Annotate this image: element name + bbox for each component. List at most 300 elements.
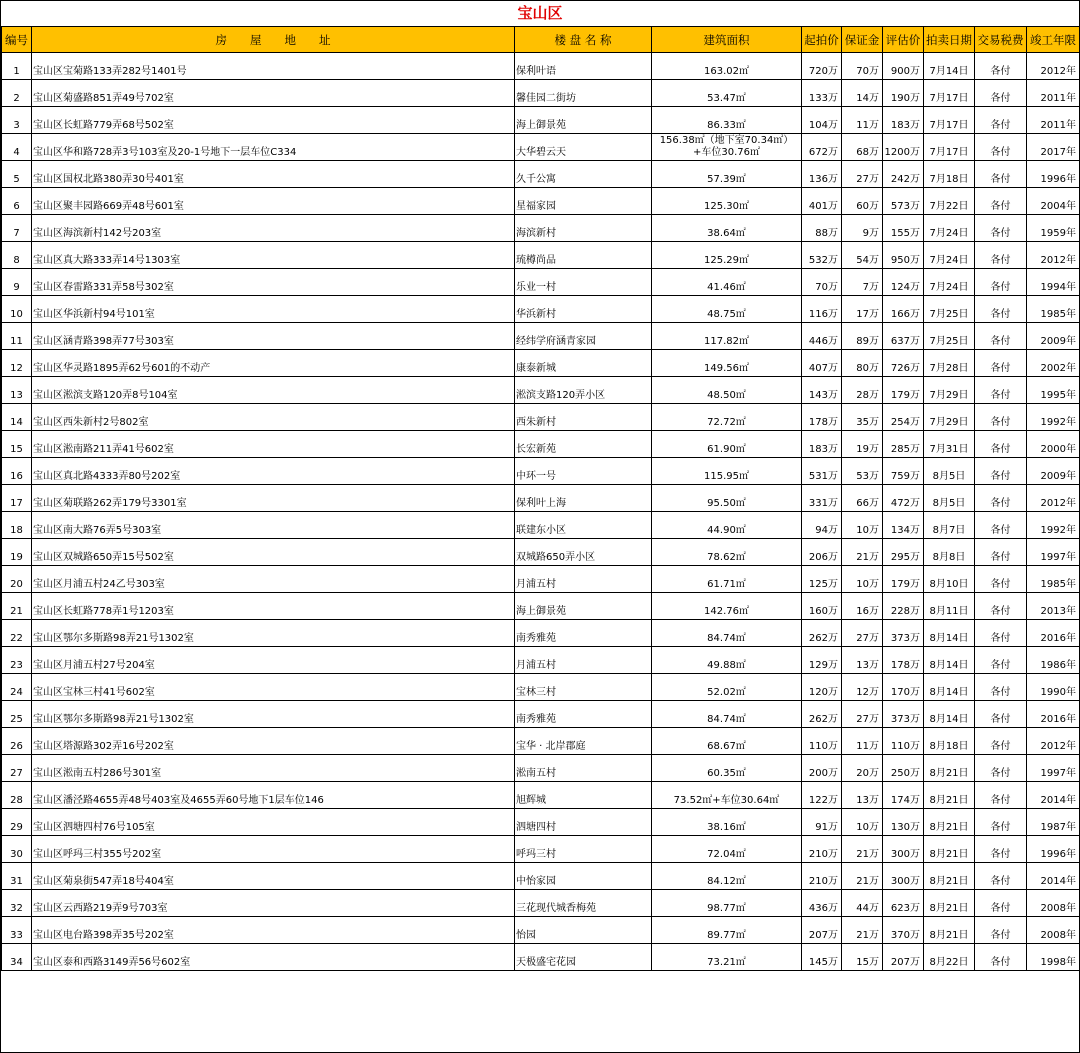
cell-id: 18 (2, 512, 32, 539)
cell-estate: 乐业一村 (515, 269, 652, 296)
table-row (2, 107, 1080, 134)
cell-auction-date: 7月31日 (924, 431, 975, 458)
cell-appraisal: 134万 (883, 512, 924, 539)
cell-deposit: 89万 (842, 323, 883, 350)
cell-estate: 久千公寓 (515, 161, 652, 188)
table-row (2, 53, 1080, 80)
cell-deposit: 16万 (842, 593, 883, 620)
cell-auction-date: 7月17日 (924, 80, 975, 107)
header-cell-area: 建筑面积 (652, 27, 802, 53)
cell-area: 149.56㎡ (652, 350, 802, 377)
cell-id: 1 (2, 53, 32, 80)
cell-start-price: 446万 (802, 323, 842, 350)
cell-area: 52.02㎡ (652, 674, 802, 701)
cell-area: 61.90㎡ (652, 431, 802, 458)
cell-start-price: 672万 (802, 134, 842, 161)
cell-id: 19 (2, 539, 32, 566)
cell-id: 12 (2, 350, 32, 377)
cell-deposit: 7万 (842, 269, 883, 296)
cell-built-year: 2012年 (1027, 242, 1080, 269)
table-row (2, 161, 1080, 188)
cell-auction-date: 8月14日 (924, 674, 975, 701)
table-row (2, 701, 1080, 728)
cell-start-price: 160万 (802, 593, 842, 620)
cell-id: 34 (2, 944, 32, 971)
table-row (2, 755, 1080, 782)
cell-built-year: 2009年 (1027, 323, 1080, 350)
cell-area: 57.39㎡ (652, 161, 802, 188)
cell-id: 21 (2, 593, 32, 620)
cell-tax: 各付 (975, 944, 1027, 971)
cell-appraisal: 950万 (883, 242, 924, 269)
cell-estate: 呼玛三村 (515, 836, 652, 863)
cell-estate: 月浦五村 (515, 566, 652, 593)
cell-start-price: 129万 (802, 647, 842, 674)
cell-auction-date: 8月21日 (924, 917, 975, 944)
cell-area: 142.76㎡ (652, 593, 802, 620)
cell-tax: 各付 (975, 107, 1027, 134)
table-row (2, 350, 1080, 377)
cell-start-price: 94万 (802, 512, 842, 539)
cell-deposit: 21万 (842, 863, 883, 890)
cell-tax: 各付 (975, 566, 1027, 593)
cell-id: 20 (2, 566, 32, 593)
cell-built-year: 2012年 (1027, 728, 1080, 755)
cell-tax: 各付 (975, 161, 1027, 188)
cell-deposit: 60万 (842, 188, 883, 215)
table-row (2, 215, 1080, 242)
cell-estate: 西朱新村 (515, 404, 652, 431)
cell-tax: 各付 (975, 458, 1027, 485)
table-row (2, 917, 1080, 944)
cell-estate: 经纬学府涵青家园 (515, 323, 652, 350)
cell-area: 48.75㎡ (652, 296, 802, 323)
cell-address: 宝山区真大路333弄14号1303室 (32, 242, 515, 269)
cell-address: 宝山区呼玛三村355号202室 (32, 836, 515, 863)
cell-start-price: 88万 (802, 215, 842, 242)
cell-id: 30 (2, 836, 32, 863)
table-row (2, 593, 1080, 620)
cell-built-year: 1996年 (1027, 161, 1080, 188)
table-row (2, 485, 1080, 512)
cell-start-price: 120万 (802, 674, 842, 701)
header-cell-estate: 楼 盘 名 称 (515, 27, 652, 53)
cell-id: 29 (2, 809, 32, 836)
cell-tax: 各付 (975, 485, 1027, 512)
cell-area: 44.90㎡ (652, 512, 802, 539)
cell-estate: 中怡家园 (515, 863, 652, 890)
cell-built-year: 2002年 (1027, 350, 1080, 377)
cell-deposit: 27万 (842, 701, 883, 728)
cell-tax: 各付 (975, 593, 1027, 620)
table-row (2, 539, 1080, 566)
header-cell-built-year: 竣工年限 (1027, 27, 1080, 53)
cell-address: 宝山区鄂尔多斯路98弄21号1302室 (32, 701, 515, 728)
cell-address: 宝山区月浦五村27号204室 (32, 647, 515, 674)
cell-start-price: 145万 (802, 944, 842, 971)
cell-start-price: 720万 (802, 53, 842, 80)
cell-built-year: 1992年 (1027, 404, 1080, 431)
cell-address: 宝山区月浦五村24乙号303室 (32, 566, 515, 593)
cell-id: 15 (2, 431, 32, 458)
cell-start-price: 133万 (802, 80, 842, 107)
cell-appraisal: 179万 (883, 377, 924, 404)
header-cell-tax: 交易税费 (975, 27, 1027, 53)
cell-address: 宝山区真北路4333弄80号202室 (32, 458, 515, 485)
cell-built-year: 1986年 (1027, 647, 1080, 674)
cell-address: 宝山区泗塘四村76号105室 (32, 809, 515, 836)
cell-start-price: 143万 (802, 377, 842, 404)
cell-start-price: 207万 (802, 917, 842, 944)
cell-id: 9 (2, 269, 32, 296)
cell-estate: 中环一号 (515, 458, 652, 485)
cell-id: 26 (2, 728, 32, 755)
cell-estate: 泗塘四村 (515, 809, 652, 836)
cell-start-price: 532万 (802, 242, 842, 269)
cell-address: 宝山区泰和西路3149弄56号602室 (32, 944, 515, 971)
cell-auction-date: 8月11日 (924, 593, 975, 620)
cell-start-price: 178万 (802, 404, 842, 431)
cell-area: 60.35㎡ (652, 755, 802, 782)
cell-start-price: 70万 (802, 269, 842, 296)
cell-deposit: 35万 (842, 404, 883, 431)
cell-address: 宝山区菊泉街547弄18号404室 (32, 863, 515, 890)
table-row (2, 323, 1080, 350)
cell-auction-date: 7月14日 (924, 53, 975, 80)
cell-id: 32 (2, 890, 32, 917)
cell-deposit: 13万 (842, 647, 883, 674)
cell-id: 31 (2, 863, 32, 890)
cell-estate: 南秀雅苑 (515, 620, 652, 647)
cell-auction-date: 7月29日 (924, 377, 975, 404)
cell-appraisal: 178万 (883, 647, 924, 674)
cell-id: 11 (2, 323, 32, 350)
cell-area: 49.88㎡ (652, 647, 802, 674)
cell-start-price: 116万 (802, 296, 842, 323)
cell-tax: 各付 (975, 296, 1027, 323)
cell-appraisal: 623万 (883, 890, 924, 917)
cell-deposit: 10万 (842, 566, 883, 593)
cell-tax: 各付 (975, 404, 1027, 431)
cell-tax: 各付 (975, 701, 1027, 728)
cell-appraisal: 170万 (883, 674, 924, 701)
cell-area: 115.95㎡ (652, 458, 802, 485)
cell-auction-date: 7月25日 (924, 296, 975, 323)
cell-tax: 各付 (975, 53, 1027, 80)
cell-estate: 馨佳园二街坊 (515, 80, 652, 107)
cell-start-price: 331万 (802, 485, 842, 512)
cell-estate: 琉樽尚品 (515, 242, 652, 269)
cell-address: 宝山区菊盛路851弄49号702室 (32, 80, 515, 107)
cell-tax: 各付 (975, 188, 1027, 215)
cell-id: 13 (2, 377, 32, 404)
cell-tax: 各付 (975, 809, 1027, 836)
cell-deposit: 20万 (842, 755, 883, 782)
cell-estate: 淞滨支路120弄小区 (515, 377, 652, 404)
cell-area: 41.46㎡ (652, 269, 802, 296)
cell-estate: 海滨新村 (515, 215, 652, 242)
table-row (2, 242, 1080, 269)
table-row (2, 782, 1080, 809)
cell-tax: 各付 (975, 836, 1027, 863)
table-row (2, 188, 1080, 215)
cell-appraisal: 130万 (883, 809, 924, 836)
cell-address: 宝山区云西路219弄9号703室 (32, 890, 515, 917)
header-cell-deposit: 保证金 (842, 27, 883, 53)
cell-built-year: 2013年 (1027, 593, 1080, 620)
table-row (2, 836, 1080, 863)
cell-area: 163.02㎡ (652, 53, 802, 80)
cell-built-year: 2000年 (1027, 431, 1080, 458)
cell-tax: 各付 (975, 728, 1027, 755)
cell-built-year: 1997年 (1027, 539, 1080, 566)
cell-auction-date: 8月22日 (924, 944, 975, 971)
cell-estate: 旭辉城 (515, 782, 652, 809)
cell-appraisal: 573万 (883, 188, 924, 215)
header-cell-start-price: 起拍价 (802, 27, 842, 53)
table-row (2, 134, 1080, 161)
cell-tax: 各付 (975, 620, 1027, 647)
cell-estate: 月浦五村 (515, 647, 652, 674)
cell-estate: 海上御景苑 (515, 593, 652, 620)
cell-tax: 各付 (975, 863, 1027, 890)
cell-auction-date: 8月21日 (924, 836, 975, 863)
cell-area: 72.04㎡ (652, 836, 802, 863)
cell-built-year: 2014年 (1027, 863, 1080, 890)
cell-estate: 天极盛宅花园 (515, 944, 652, 971)
cell-id: 28 (2, 782, 32, 809)
cell-estate: 海上御景苑 (515, 107, 652, 134)
cell-start-price: 91万 (802, 809, 842, 836)
cell-address: 宝山区华浜新村94号101室 (32, 296, 515, 323)
cell-address: 宝山区潘泾路4655弄48号403室及4655弄60号地下1层车位146 (32, 782, 515, 809)
cell-built-year: 1985年 (1027, 296, 1080, 323)
cell-id: 10 (2, 296, 32, 323)
cell-id: 23 (2, 647, 32, 674)
cell-id: 24 (2, 674, 32, 701)
cell-tax: 各付 (975, 431, 1027, 458)
cell-appraisal: 295万 (883, 539, 924, 566)
cell-tax: 各付 (975, 512, 1027, 539)
cell-address: 宝山区菊联路262弄179号3301室 (32, 485, 515, 512)
cell-built-year: 2012年 (1027, 485, 1080, 512)
cell-auction-date: 7月29日 (924, 404, 975, 431)
cell-id: 7 (2, 215, 32, 242)
table-row (2, 296, 1080, 323)
cell-id: 25 (2, 701, 32, 728)
cell-id: 5 (2, 161, 32, 188)
cell-area: 73.52㎡+车位30.64㎡ (652, 782, 802, 809)
cell-tax: 各付 (975, 350, 1027, 377)
cell-deposit: 54万 (842, 242, 883, 269)
cell-appraisal: 637万 (883, 323, 924, 350)
table-row (2, 512, 1080, 539)
cell-built-year: 2008年 (1027, 890, 1080, 917)
cell-address: 宝山区宝林三村41号602室 (32, 674, 515, 701)
table-row (2, 890, 1080, 917)
cell-deposit: 21万 (842, 836, 883, 863)
cell-deposit: 10万 (842, 809, 883, 836)
cell-built-year: 1995年 (1027, 377, 1080, 404)
header-cell-auction-date: 拍卖日期 (924, 27, 975, 53)
cell-estate: 大华碧云天 (515, 134, 652, 161)
cell-estate: 宝华 · 北岸郡庭 (515, 728, 652, 755)
cell-deposit: 68万 (842, 134, 883, 161)
cell-deposit: 27万 (842, 620, 883, 647)
cell-area: 95.50㎡ (652, 485, 802, 512)
cell-appraisal: 759万 (883, 458, 924, 485)
cell-address: 宝山区塔源路302弄16号202室 (32, 728, 515, 755)
cell-estate: 星福家园 (515, 188, 652, 215)
cell-built-year: 1994年 (1027, 269, 1080, 296)
cell-built-year: 2008年 (1027, 917, 1080, 944)
cell-area: 125.30㎡ (652, 188, 802, 215)
cell-auction-date: 7月24日 (924, 242, 975, 269)
cell-address: 宝山区淞滨支路120弄8号104室 (32, 377, 515, 404)
cell-start-price: 104万 (802, 107, 842, 134)
table-row (2, 809, 1080, 836)
cell-built-year: 2016年 (1027, 620, 1080, 647)
table-row (2, 674, 1080, 701)
cell-appraisal: 373万 (883, 620, 924, 647)
cell-tax: 各付 (975, 80, 1027, 107)
cell-area: 68.67㎡ (652, 728, 802, 755)
cell-tax: 各付 (975, 782, 1027, 809)
table-row (2, 80, 1080, 107)
cell-id: 6 (2, 188, 32, 215)
cell-area: 38.16㎡ (652, 809, 802, 836)
cell-appraisal: 726万 (883, 350, 924, 377)
cell-built-year: 2016年 (1027, 701, 1080, 728)
cell-auction-date: 7月24日 (924, 215, 975, 242)
cell-auction-date: 7月28日 (924, 350, 975, 377)
cell-area: 86.33㎡ (652, 107, 802, 134)
cell-built-year: 2004年 (1027, 188, 1080, 215)
table-row (2, 944, 1080, 971)
cell-auction-date: 8月5日 (924, 485, 975, 512)
cell-area: 73.21㎡ (652, 944, 802, 971)
cell-built-year: 2011年 (1027, 80, 1080, 107)
cell-appraisal: 190万 (883, 80, 924, 107)
cell-tax: 各付 (975, 215, 1027, 242)
cell-id: 3 (2, 107, 32, 134)
cell-start-price: 125万 (802, 566, 842, 593)
cell-appraisal: 373万 (883, 701, 924, 728)
cell-start-price: 210万 (802, 836, 842, 863)
cell-appraisal: 166万 (883, 296, 924, 323)
auction-table (1, 26, 1080, 971)
cell-estate: 联建东小区 (515, 512, 652, 539)
cell-address: 宝山区宝菊路133弄282号1401号 (32, 53, 515, 80)
cell-area: 89.77㎡ (652, 917, 802, 944)
cell-area: 61.71㎡ (652, 566, 802, 593)
cell-appraisal: 250万 (883, 755, 924, 782)
header-cell-address: 房 屋 地 址 (32, 27, 515, 53)
cell-area: 156.38㎡（地下室70.34㎡）+车位30.76㎡ (652, 134, 802, 161)
cell-id: 8 (2, 242, 32, 269)
cell-address: 宝山区华灵路1895弄62号601的不动产 (32, 350, 515, 377)
cell-tax: 各付 (975, 890, 1027, 917)
cell-deposit: 44万 (842, 890, 883, 917)
cell-area: 98.77㎡ (652, 890, 802, 917)
table-row (2, 863, 1080, 890)
cell-deposit: 13万 (842, 782, 883, 809)
table-row (2, 566, 1080, 593)
table-row (2, 647, 1080, 674)
cell-deposit: 10万 (842, 512, 883, 539)
cell-area: 48.50㎡ (652, 377, 802, 404)
cell-appraisal: 228万 (883, 593, 924, 620)
cell-built-year: 2017年 (1027, 134, 1080, 161)
cell-start-price: 262万 (802, 701, 842, 728)
cell-estate: 保利叶上海 (515, 485, 652, 512)
cell-auction-date: 7月22日 (924, 188, 975, 215)
cell-appraisal: 285万 (883, 431, 924, 458)
cell-appraisal: 370万 (883, 917, 924, 944)
cell-auction-date: 8月21日 (924, 863, 975, 890)
cell-estate: 康泰新城 (515, 350, 652, 377)
cell-appraisal: 1200万 (883, 134, 924, 161)
cell-tax: 各付 (975, 377, 1027, 404)
cell-address: 宝山区长虹路778弄1号1203室 (32, 593, 515, 620)
cell-tax: 各付 (975, 755, 1027, 782)
cell-built-year: 1997年 (1027, 755, 1080, 782)
cell-address: 宝山区淞南五村286号301室 (32, 755, 515, 782)
cell-id: 16 (2, 458, 32, 485)
cell-area: 38.64㎡ (652, 215, 802, 242)
cell-deposit: 15万 (842, 944, 883, 971)
cell-estate: 南秀雅苑 (515, 701, 652, 728)
cell-tax: 各付 (975, 323, 1027, 350)
cell-id: 2 (2, 80, 32, 107)
cell-appraisal: 183万 (883, 107, 924, 134)
cell-address: 宝山区鄂尔多斯路98弄21号1302室 (32, 620, 515, 647)
cell-auction-date: 8月10日 (924, 566, 975, 593)
cell-start-price: 206万 (802, 539, 842, 566)
cell-tax: 各付 (975, 269, 1027, 296)
cell-address: 宝山区国权北路380弄30号401室 (32, 161, 515, 188)
cell-appraisal: 300万 (883, 836, 924, 863)
cell-auction-date: 7月17日 (924, 134, 975, 161)
cell-estate: 宝林三村 (515, 674, 652, 701)
cell-estate: 淞南五村 (515, 755, 652, 782)
cell-id: 4 (2, 134, 32, 161)
cell-start-price: 110万 (802, 728, 842, 755)
cell-deposit: 21万 (842, 539, 883, 566)
cell-address: 宝山区涵青路398弄77号303室 (32, 323, 515, 350)
cell-built-year: 1959年 (1027, 215, 1080, 242)
cell-deposit: 11万 (842, 728, 883, 755)
table-row (2, 404, 1080, 431)
cell-address: 宝山区淞南路211弄41号602室 (32, 431, 515, 458)
cell-start-price: 262万 (802, 620, 842, 647)
cell-built-year: 1985年 (1027, 566, 1080, 593)
cell-built-year: 1990年 (1027, 674, 1080, 701)
table-row (2, 728, 1080, 755)
cell-tax: 各付 (975, 242, 1027, 269)
cell-deposit: 12万 (842, 674, 883, 701)
cell-tax: 各付 (975, 134, 1027, 161)
cell-auction-date: 8月14日 (924, 647, 975, 674)
header-cell-appraisal: 评估价 (883, 27, 924, 53)
cell-area: 84.12㎡ (652, 863, 802, 890)
cell-address: 宝山区南大路76弄5号303室 (32, 512, 515, 539)
cell-deposit: 27万 (842, 161, 883, 188)
cell-tax: 各付 (975, 647, 1027, 674)
cell-built-year: 1998年 (1027, 944, 1080, 971)
cell-id: 22 (2, 620, 32, 647)
cell-appraisal: 110万 (883, 728, 924, 755)
